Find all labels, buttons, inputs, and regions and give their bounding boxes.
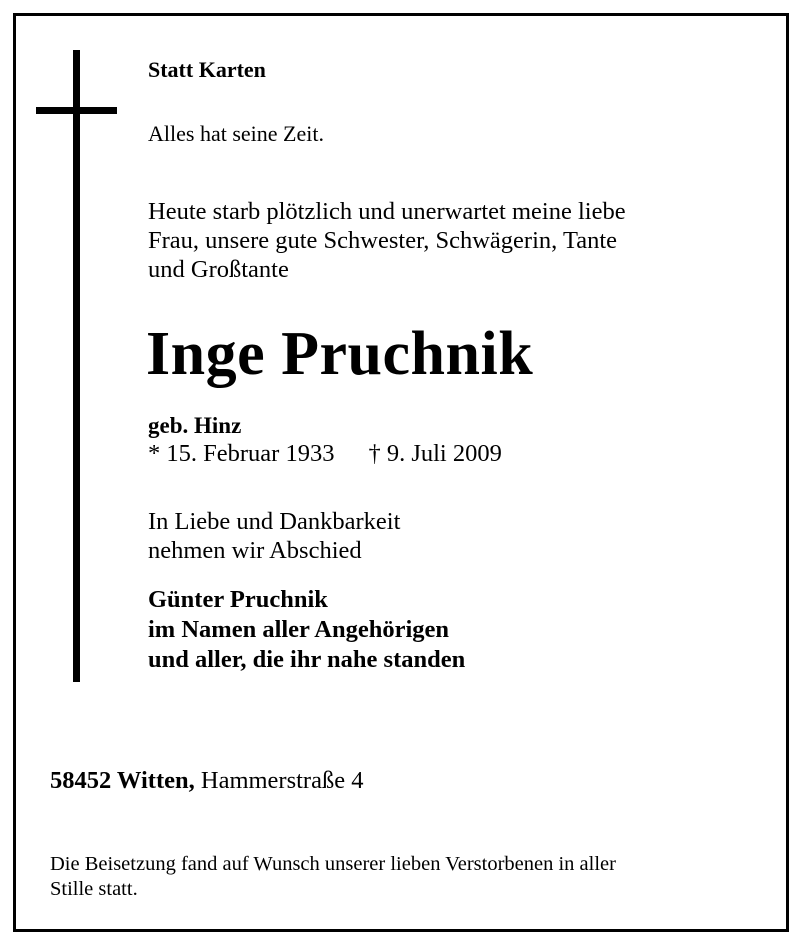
statt-karten-label: Statt Karten	[148, 57, 266, 82]
note-line: Stille statt.	[50, 878, 138, 900]
farewell-line: nehmen wir Abschied	[148, 537, 362, 564]
signers-block	[148, 585, 465, 675]
birth-date: * 15. Februar 1933	[148, 440, 335, 467]
intro-line: und Großtante	[148, 256, 289, 283]
funeral-note	[50, 852, 616, 902]
motto: Alles hat seine Zeit.	[148, 121, 324, 146]
intro-line: Frau, unsere gute Schwester, Schwägerin, Tante	[148, 227, 618, 254]
deceased-name: Inge Pruchnik	[146, 320, 534, 388]
address-city: 58452 Witten,	[50, 767, 195, 794]
farewell-text	[148, 507, 400, 565]
farewell-line: In Liebe und Dankbarkeit	[148, 508, 401, 535]
death-date: † 9. Juli 2009	[368, 440, 502, 467]
intro-line: Heute starb plötzlich und unerwartet meine liebe	[148, 198, 626, 225]
note-line: Die Beisetzung fand auf Wunsch unserer lieben Verstorbenen in aller	[50, 853, 616, 875]
cross-icon	[73, 50, 80, 682]
cross-icon-bar	[36, 107, 117, 114]
signer-line: und aller, die ihr nahe standen	[148, 646, 466, 673]
life-dates	[148, 440, 502, 468]
intro-text	[148, 197, 626, 284]
address-street: Hammerstraße 4	[200, 767, 364, 794]
signer-line: Günter Pruchnik	[148, 586, 328, 613]
signer-line: im Namen aller Angehörigen	[148, 616, 450, 643]
maiden-name: geb. Hinz	[148, 413, 242, 438]
address	[50, 767, 363, 795]
